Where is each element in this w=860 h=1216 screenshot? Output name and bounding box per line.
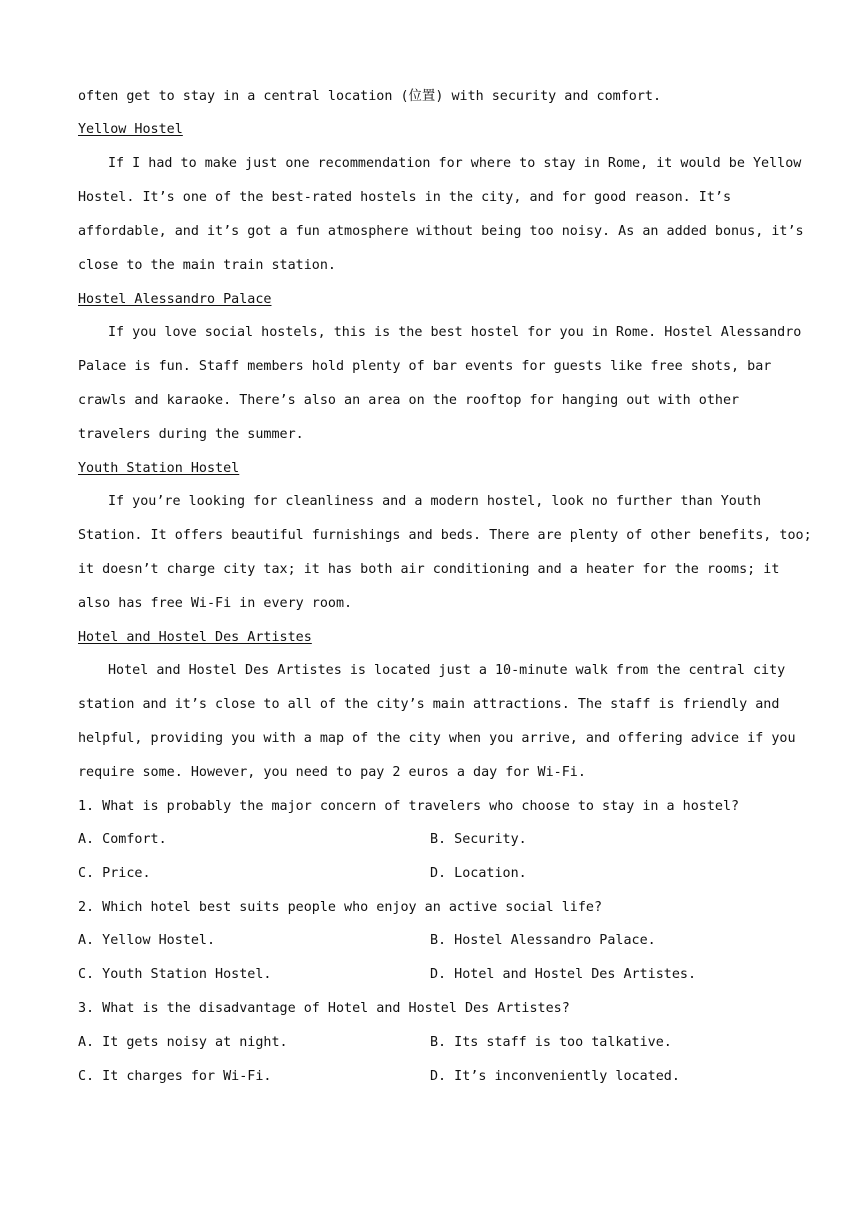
paragraph-line: crawls and karaoke. There’s also an area on the rooftop for hanging out with other [78, 393, 740, 408]
section-heading-youth-station-hostel: Youth Station Hostel [78, 461, 240, 476]
question-2-option-a: A. Yellow Hostel. [78, 933, 216, 948]
section-heading-yellow-hostel: Yellow Hostel [78, 122, 183, 137]
paragraph-line: If you’re looking for cleanliness and a modern hostel, look no further than Youth [108, 494, 762, 509]
paragraph-line: Hotel and Hostel Des Artistes is located just a 10-minute walk from the central city [108, 663, 786, 678]
question-3-option-a: A. It gets noisy at night. [78, 1035, 288, 1050]
question-1-option-c: C. Price. [78, 866, 151, 881]
paragraph-line: If I had to make just one recommendation for where to stay in Rome, it would be Yellow [108, 156, 802, 171]
intro-paragraph-tail: often get to stay in a central location (位置) with security and comfort. [78, 89, 662, 104]
paragraph-line: close to the main train station. [78, 258, 336, 273]
question-3-option-b: B. Its staff is too talkative. [430, 1035, 672, 1050]
question-3-option-d: D. It’s inconveniently located. [430, 1069, 680, 1084]
question-2-text: 2. Which hotel best suits people who enjoy an active social life? [78, 900, 603, 915]
question-2-option-d: D. Hotel and Hostel Des Artistes. [430, 967, 697, 982]
section-heading-hostel-alessandro-palace: Hostel Alessandro Palace [78, 292, 272, 307]
question-1-option-a: A. Comfort. [78, 832, 167, 847]
question-1-option-b: B. Security. [430, 832, 527, 847]
paragraph-line: travelers during the summer. [78, 427, 304, 442]
paragraph-line: If you love social hostels, this is the best hostel for you in Rome. Hostel Alessandro [108, 325, 802, 340]
paragraph-line: Hostel. It’s one of the best-rated hostels in the city, and for good reason. It’s [78, 190, 732, 205]
paragraph-line: Palace is fun. Staff members hold plenty of bar events for guests like free shots, bar [78, 359, 772, 374]
question-3-text: 3. What is the disadvantage of Hotel and Hostel Des Artistes? [78, 1001, 570, 1016]
paragraph-line: Station. It offers beautiful furnishings and beds. There are plenty of other benefits, too; [78, 528, 812, 543]
question-2-option-b: B. Hostel Alessandro Palace. [430, 933, 656, 948]
paragraph-line: helpful, providing you with a map of the city when you arrive, and offering advice if you [78, 731, 796, 746]
question-2-option-c: C. Youth Station Hostel. [78, 967, 272, 982]
section-heading-hotel-and-hostel-des-artistes: Hotel and Hostel Des Artistes [78, 630, 312, 645]
question-1-option-d: D. Location. [430, 866, 527, 881]
paragraph-line: it doesn’t charge city tax; it has both air conditioning and a heater for the rooms; it [78, 562, 780, 577]
question-1-text: 1. What is probably the major concern of travelers who choose to stay in a hostel? [78, 799, 740, 814]
question-3-option-c: C. It charges for Wi-Fi. [78, 1069, 272, 1084]
paragraph-line: also has free Wi-Fi in every room. [78, 596, 353, 611]
paragraph-line: require some. However, you need to pay 2 euros a day for Wi-Fi. [78, 765, 586, 780]
paragraph-line: affordable, and it’s got a fun atmosphere without being too noisy. As an added bonus, it’s [78, 224, 804, 239]
paragraph-line: station and it’s close to all of the city’s main attractions. The staff is friendly and [78, 697, 780, 712]
